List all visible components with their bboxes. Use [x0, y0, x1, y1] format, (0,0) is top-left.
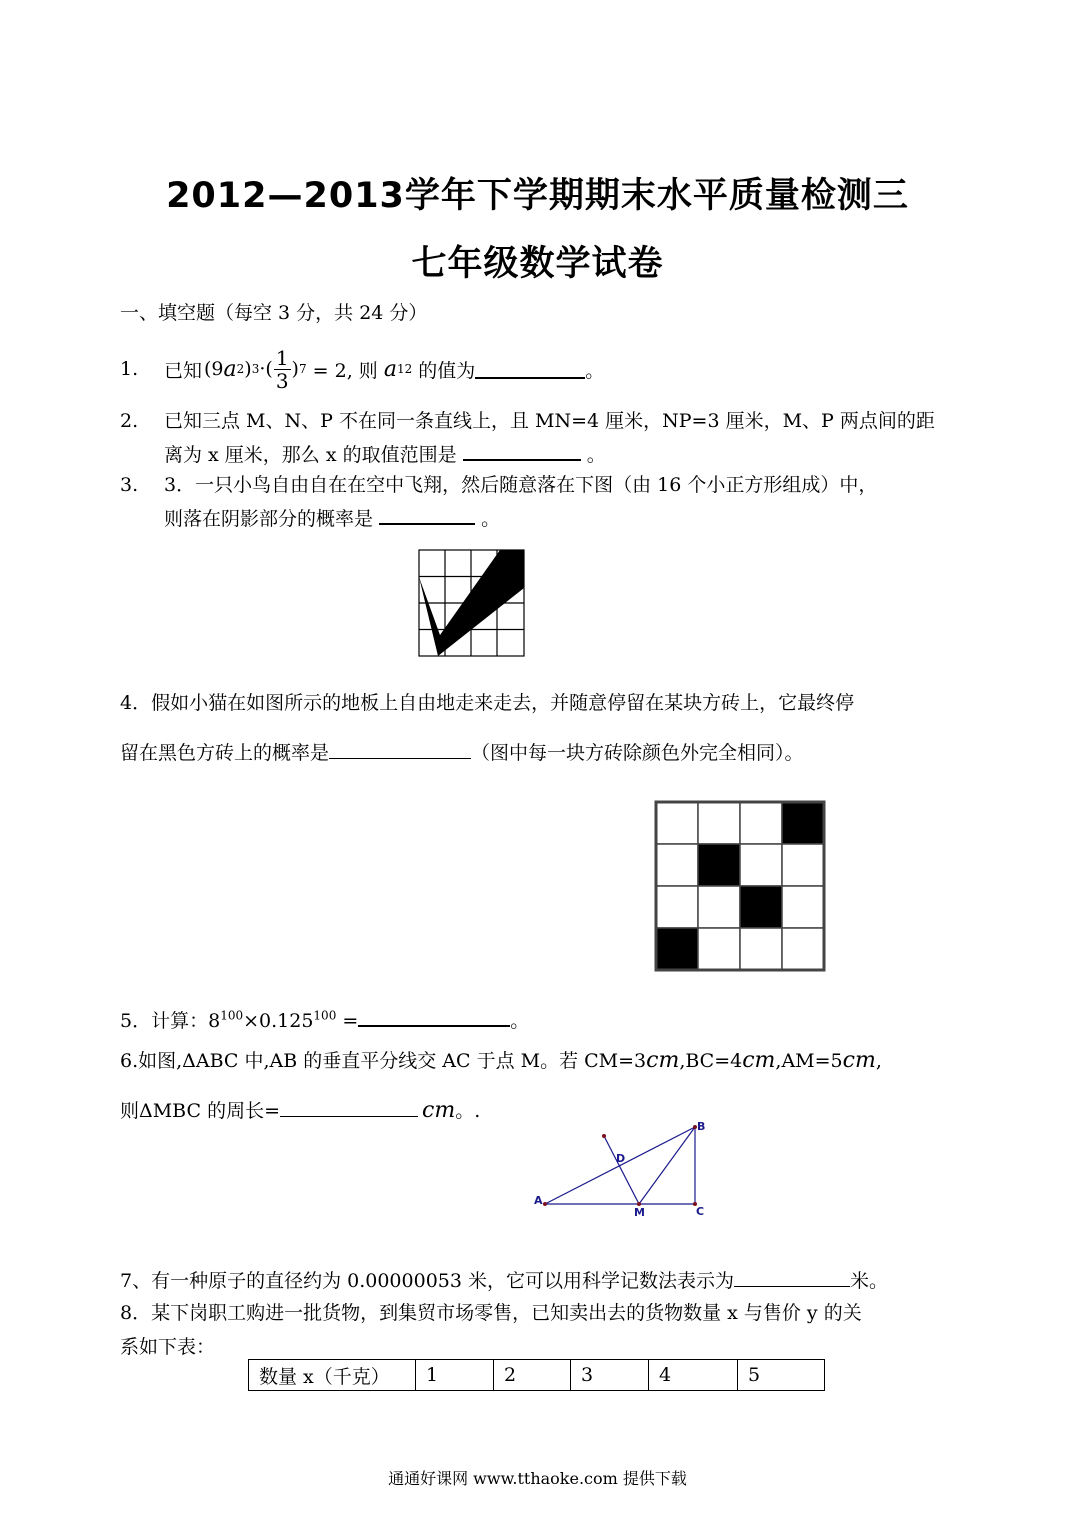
q1-close2: ): [291, 358, 299, 380]
question-2: [120, 406, 935, 433]
label-b: B: [697, 1120, 706, 1133]
question-4-line2: [120, 738, 804, 765]
label-c: C: [696, 1205, 705, 1218]
question-4: 4．假如小猫在如图所示的地板上自由地走来走去，并随意停留在某块方砖上，它最终停: [120, 692, 855, 714]
q4-tile-grid: [654, 800, 826, 972]
perpendicular-bisector: [604, 1136, 639, 1204]
q2-answer-blank[interactable]: [463, 441, 581, 461]
q5-exp2: 100: [313, 1008, 337, 1023]
q1-fraction: [274, 347, 291, 392]
q3-end: 。: [481, 508, 501, 530]
q5-end: 。: [510, 1010, 530, 1032]
q4-tiles: [656, 802, 824, 970]
white-tile: [698, 928, 740, 970]
q1-number: 1.: [120, 358, 139, 380]
white-tile: [740, 928, 782, 970]
question-8: 8．某下岗职工购进一批货物，到集贸市场零售，已知卖出去的货物数量 x 与售价 y 的关: [120, 1302, 862, 1324]
q2-line2: 离为 x 厘米，那么 x 的取值范围是: [164, 444, 457, 466]
q1-expr-a: (9: [204, 358, 224, 380]
q6-unit-4: cm: [422, 1098, 456, 1123]
q3-line1: 3．一只小鸟自由自在在空中飞翔，然后随意落在下图（由 16 个小正方形组成）中，: [164, 474, 878, 496]
question-2-line2: [164, 440, 606, 467]
white-tile: [698, 802, 740, 844]
q4-line2-b: （图中每一块方砖除颜色外完全相同）。: [471, 742, 804, 764]
q5-answer-blank[interactable]: [358, 1007, 510, 1027]
q1-answer-blank[interactable]: [475, 359, 585, 379]
q1-frac-den: 3: [275, 368, 289, 393]
q7-answer-blank[interactable]: [734, 1268, 850, 1287]
q7-text: 7、有一种原子的直径约为 0.00000053 米，它可以用科学记数法表示为: [120, 1270, 735, 1292]
q4-answer-blank[interactable]: [329, 740, 471, 759]
label-a: A: [534, 1194, 543, 1207]
black-tile: [698, 844, 740, 886]
question-6: [120, 1046, 882, 1073]
q1-end: 。: [585, 359, 605, 382]
q6-triangle-figure: [530, 1118, 720, 1222]
q3-grid-figure: [418, 549, 526, 659]
q8-table-cell: 2: [494, 1360, 571, 1391]
q6-line2-end: 。.: [455, 1100, 481, 1122]
q8-table-cell: 3: [571, 1360, 649, 1391]
white-tile: [782, 844, 824, 886]
q6-line1-d: ,: [875, 1050, 882, 1072]
q6-line1-b: ,BC=4: [679, 1050, 743, 1072]
question-3: [120, 470, 877, 497]
q8-table: [248, 1359, 825, 1391]
black-tile: [782, 802, 824, 844]
label-m: M: [634, 1206, 645, 1219]
black-tile: [656, 928, 698, 970]
q5-exp1: 100: [220, 1008, 244, 1023]
question-7: [120, 1266, 888, 1293]
q8-table-cell: 4: [649, 1360, 738, 1391]
q6-unit-2: cm: [742, 1048, 776, 1073]
q1-suffix: 的值为: [412, 359, 476, 382]
q1-exp12: 12: [396, 362, 413, 376]
white-tile: [656, 886, 698, 928]
label-d: D: [616, 1152, 626, 1165]
question-8-line2: 系如下表：: [120, 1336, 216, 1358]
q5-mid: ×0.125: [243, 1010, 314, 1032]
question-1: [120, 344, 604, 394]
q2-end: 。: [586, 444, 606, 466]
black-tile: [740, 886, 782, 928]
q6-unit-1: cm: [646, 1048, 680, 1073]
q1-var-a: a: [223, 356, 237, 382]
q1-close: ): [244, 358, 252, 380]
q1-prefix: 已知: [164, 359, 203, 382]
q3-number: 3.: [120, 474, 139, 496]
white-tile: [782, 886, 824, 928]
q2-line1: 已知三点 M、N、P 不在同一条直线上，且 MN=4 厘米，NP=3 厘米，M、P 两点间的距: [164, 410, 935, 432]
white-tile: [656, 844, 698, 886]
q8-table-cell: 5: [738, 1360, 825, 1391]
point-a: [543, 1202, 547, 1206]
q1-var-a2: a: [383, 356, 397, 382]
segment-ab: [545, 1127, 695, 1204]
q6-line1-a: 6.如图,ΔABC 中,AB 的垂直平分线交 AC 于点 M。若 CM=3: [120, 1050, 647, 1072]
q6-unit-3: cm: [842, 1048, 876, 1073]
q6-line1-c: ,AM=5: [775, 1050, 843, 1072]
white-tile: [782, 928, 824, 970]
table-row: [249, 1360, 825, 1391]
q5-prefix: 5．计算：8: [120, 1010, 221, 1032]
page-footer: 通通好课网 www.tthaoke.com 提供下载: [388, 1469, 687, 1488]
point-endpoint: [602, 1134, 606, 1138]
q8-table-cell: 1: [416, 1360, 494, 1391]
q4-line2-a: 留在黑色方砖上的概率是: [120, 742, 330, 764]
q3-line2: 则落在阴影部分的概率是: [164, 508, 374, 530]
white-tile: [740, 844, 782, 886]
q1-frac-num: 1: [275, 345, 289, 370]
q1-exp3: 3: [251, 362, 260, 376]
q7-end: 米。: [850, 1270, 889, 1292]
q5-eq: =: [336, 1010, 359, 1032]
q2-number: 2.: [120, 410, 139, 432]
q1-dot: ·(: [259, 358, 273, 380]
q6-line2-a: 则ΔMBC 的周长=: [120, 1100, 280, 1122]
segment-bm: [639, 1127, 695, 1204]
exam-title-line2: 七年级数学试卷: [411, 244, 664, 284]
q1-exp2: 2: [236, 362, 245, 376]
question-3-line2: [164, 504, 500, 531]
white-tile: [656, 802, 698, 844]
section-heading: 一、填空题（每空 3 分，共 24 分）: [120, 302, 428, 324]
white-tile: [740, 802, 782, 844]
white-tile: [698, 886, 740, 928]
q6-answer-blank[interactable]: [280, 1098, 418, 1117]
q1-equals: = 2, 则: [306, 359, 384, 382]
question-5: [120, 1006, 529, 1033]
q8-table-header: 数量 x（千克）: [249, 1360, 416, 1391]
q1-exp7: 7: [298, 362, 307, 376]
exam-title-line1: 2012—2013学年下学期期末水平质量检测三: [166, 176, 909, 216]
question-6-line2: [120, 1096, 480, 1123]
q3-answer-blank[interactable]: [379, 505, 475, 525]
